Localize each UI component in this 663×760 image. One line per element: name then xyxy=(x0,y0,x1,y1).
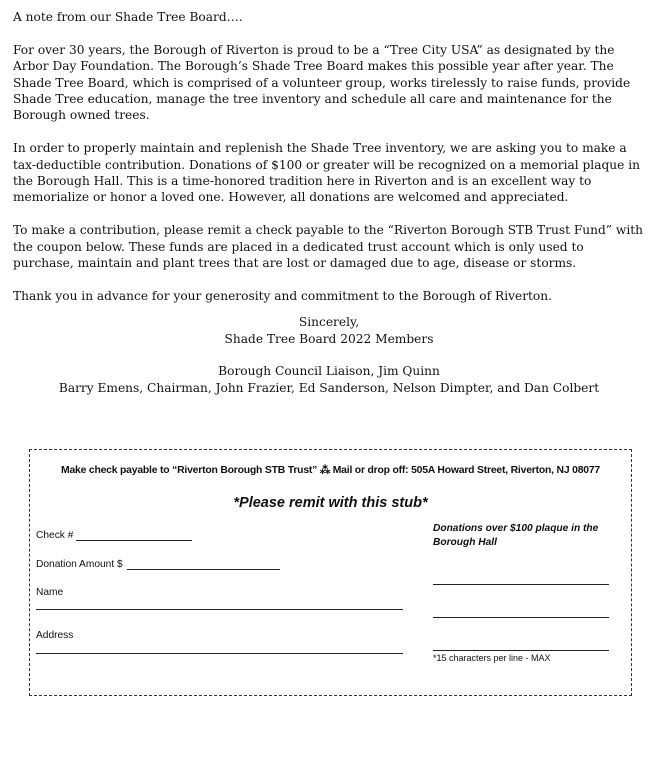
letter-heading: A note from our Shade Tree Board…. xyxy=(13,10,243,24)
stub-header: Make check payable to “Riverton Borough STB Trust” ⁂ Mail or drop off: 505A Howard Street, Riverton, NJ 08077 xyxy=(60,465,601,476)
plaque-line-2[interactable] xyxy=(433,617,609,618)
name-label: Name xyxy=(36,587,64,598)
name-field[interactable] xyxy=(36,609,403,610)
donation-stub xyxy=(29,449,632,696)
closing: Sincerely, xyxy=(298,315,360,330)
letter-paragraph: In order to properly maintain and replenish the Shade Tree inventory, we are asking you to make a tax-deductible contribution. Donations of $100 or greater will be recognized on a memorial plaque in the Borough Hall. This is a time-honored tradition here in Riverton and is an excellent way to memorialize or honor a loved one. However, all donations are welcomed and appreciated. xyxy=(13,141,640,205)
donation-amount-label: Donation Amount $ xyxy=(36,559,123,570)
letter-body xyxy=(13,9,645,396)
signature-block xyxy=(13,314,645,396)
check-number-field[interactable] xyxy=(76,540,192,541)
remit-notice: *Please remit with this stub* xyxy=(233,495,428,511)
council-liaison: Borough Council Liaison, Jim Quinn xyxy=(218,364,440,379)
address-field[interactable] xyxy=(36,653,403,654)
plaque-line-1[interactable] xyxy=(433,584,609,585)
address-label: Address xyxy=(36,630,74,641)
board-members: Barry Emens, Chairman, John Frazier, Ed Sanderson, Nelson Dimpter, and Dan Colbert xyxy=(58,380,600,395)
plaque-note: Donations over $100 plaque in the Borough Hall xyxy=(433,523,599,548)
letter-paragraph: To make a contribution, please remit a check payable to the “Riverton Borough STB Trust Fund” with the coupon below. These funds are placed in a dedicated trust account which is only used to purchase, maintain and plant trees that are lost or damaged due to age, disease or storms. xyxy=(13,223,643,271)
letter-paragraph: Thank you in advance for your generosity and commitment to the Borough of Riverton. xyxy=(13,288,552,303)
letter-paragraph: For over 30 years, the Borough of Riverton is proud to be a “Tree City USA” as designated by the Arbor Day Foundation. The Borough’s Shade Tree Board makes this possible year after year. The Shade Tree Board, which is comprised of a volunteer group, works tirelessly to raise funds, provide Shade Tree education, manage the tree inventory and schedule all care and maintenance for the Borough owned trees. xyxy=(13,42,631,123)
max-characters-note: *15 characters per line - MAX xyxy=(433,653,551,663)
check-number-label: Check # xyxy=(36,530,74,541)
signature: Shade Tree Board 2022 Members xyxy=(224,331,434,346)
donation-amount-field[interactable] xyxy=(127,569,280,570)
plaque-line-3[interactable] xyxy=(433,650,609,651)
